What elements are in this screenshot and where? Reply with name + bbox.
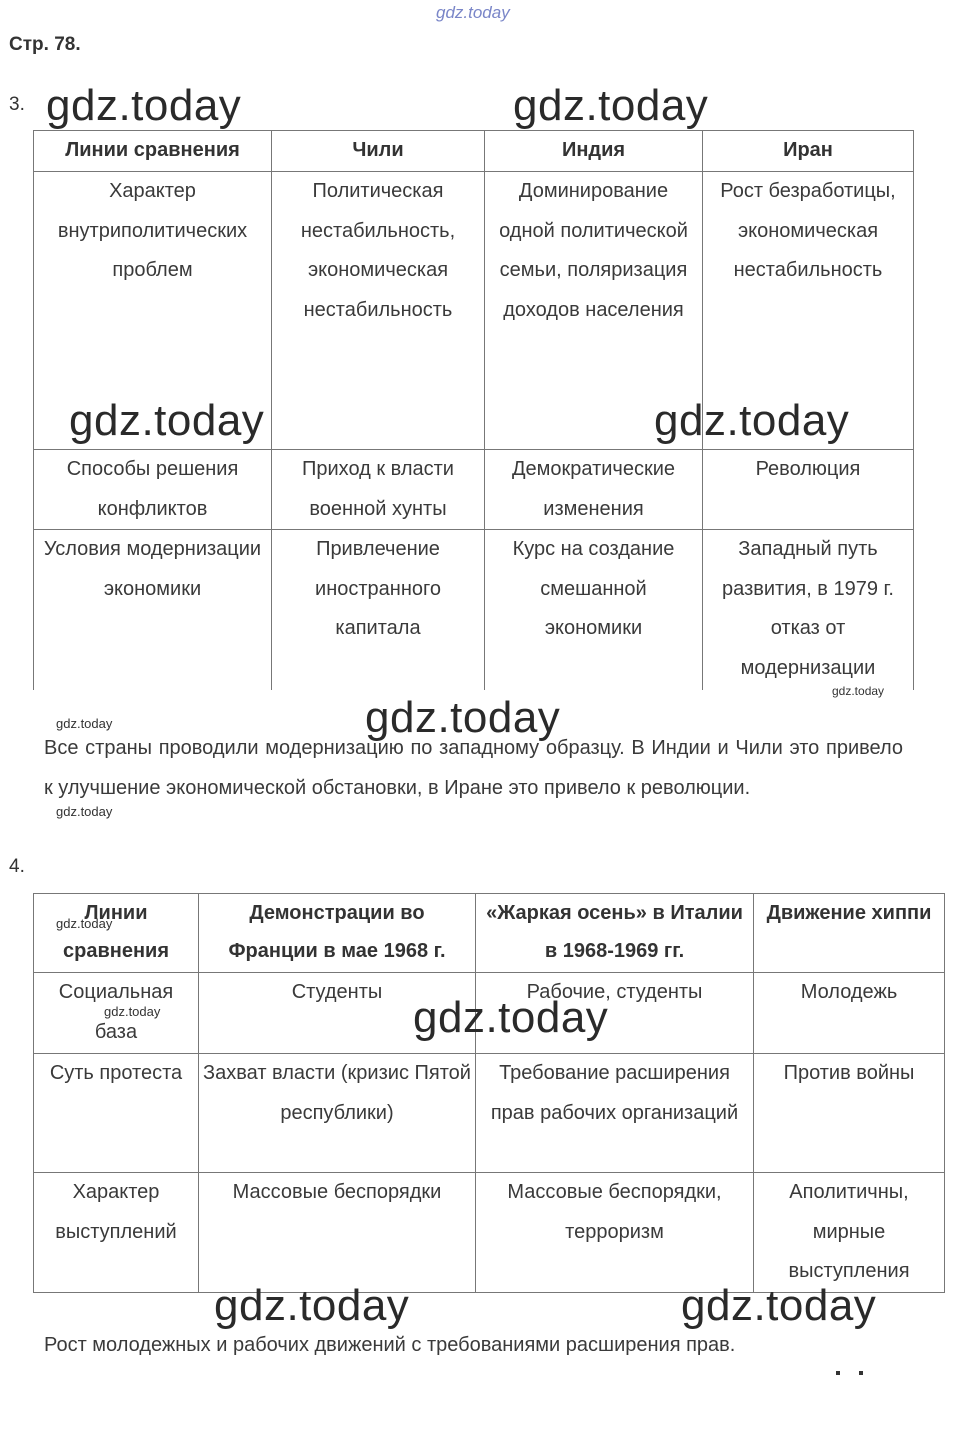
- watermark: gdz.today: [46, 81, 242, 130]
- table-row: [34, 530, 914, 690]
- table-cell: Курс на создание смешанной экономики: [485, 530, 703, 690]
- task-4-conclusion: Рост молодежных и рабочих движений с требованиями расширения прав.: [44, 1334, 736, 1356]
- table-cell: Условия модернизации экономики: [34, 530, 272, 690]
- table-cell: Доминирование одной политической семьи, поляризация доходов населения: [485, 172, 703, 450]
- table-cell: Характер выступлений: [34, 1173, 199, 1293]
- table-header-row: [34, 894, 945, 973]
- page-label: Стр. 78.: [9, 34, 81, 55]
- table-cell: Требование расширения прав рабочих организаций: [476, 1054, 754, 1173]
- header-cell: Линии сравнения: [34, 131, 272, 172]
- table-cell: Массовые беспорядки, терроризм: [476, 1173, 754, 1293]
- header-cell: «Жаркая осень» в Италии в 1968-1969 гг.: [476, 894, 754, 973]
- watermark: gdz.today: [513, 81, 709, 130]
- table-header-row: [34, 131, 914, 172]
- table-cell: Способы решения конфликтов: [34, 450, 272, 530]
- table-cell: Западный путь развития, в 1979 г. отказ от модернизации: [703, 530, 914, 690]
- watermark-small: gdz.today: [832, 684, 885, 698]
- header-cell: Чили: [272, 131, 485, 172]
- table-cell: Приход к власти военной хунты: [272, 450, 485, 530]
- header-cell: Индия: [485, 131, 703, 172]
- table-row: [34, 1173, 945, 1293]
- task-4-table: [33, 893, 945, 1293]
- decorative-dot: [859, 1371, 863, 1375]
- table-cell: Студенты: [199, 973, 476, 1054]
- table-cell: Против войны: [754, 1054, 945, 1173]
- watermark-small: gdz.today: [104, 1004, 161, 1019]
- watermark-top: gdz.today: [436, 3, 510, 22]
- header-cell: Демонстрации во Франции в мае 1968 г.: [199, 894, 476, 973]
- table-cell: Рост безработицы, экономическая нестабильность: [703, 172, 914, 450]
- header-cell: Движение хиппи: [754, 894, 945, 973]
- watermark: gdz.today: [69, 396, 265, 445]
- table-cell: Политическая нестабильность, экономическая нестабильность: [272, 172, 485, 450]
- header-cell: Иран: [703, 131, 914, 172]
- table-cell: Массовые беспорядки: [199, 1173, 476, 1293]
- table-cell: Аполитичны, мирные выступления: [754, 1173, 945, 1293]
- task-3-number: 3.: [9, 94, 25, 115]
- decorative-dot: [836, 1371, 840, 1375]
- table-cell: Демократические изменения: [485, 450, 703, 530]
- table-cell: Социальная база: [34, 973, 199, 1054]
- watermark-small: gdz.today: [56, 916, 113, 931]
- table-cell: Революция: [703, 450, 914, 530]
- table-row: [34, 1054, 945, 1173]
- table-cell: Характер внутриполитических проблем: [34, 172, 272, 450]
- watermark-small: gdz.today: [56, 804, 113, 819]
- watermark: gdz.today: [214, 1281, 410, 1330]
- task-4-number: 4.: [9, 856, 25, 877]
- watermark: gdz.today: [681, 1281, 877, 1330]
- watermark: gdz.today: [654, 396, 850, 445]
- table-cell: Привлечение иностранного капитала: [272, 530, 485, 690]
- watermark-small: gdz.today: [56, 716, 113, 731]
- header-cell: Линии сравнения: [34, 894, 199, 973]
- table-cell: Рабочие, студенты: [476, 973, 754, 1054]
- table-cell: Захват власти (кризис Пятой республики): [199, 1054, 476, 1173]
- table-row: [34, 450, 914, 530]
- watermark: gdz.today: [413, 993, 609, 1042]
- table-cell: Молодежь: [754, 973, 945, 1054]
- watermark: gdz.today: [365, 693, 561, 742]
- table-cell: Суть протеста: [34, 1054, 199, 1173]
- task-3-conclusion: Все страны проводили модернизацию по западному образцу. В Индии и Чили это привело к улучшение экономической обстановки, в Иране это привело к революции.: [44, 737, 903, 799]
